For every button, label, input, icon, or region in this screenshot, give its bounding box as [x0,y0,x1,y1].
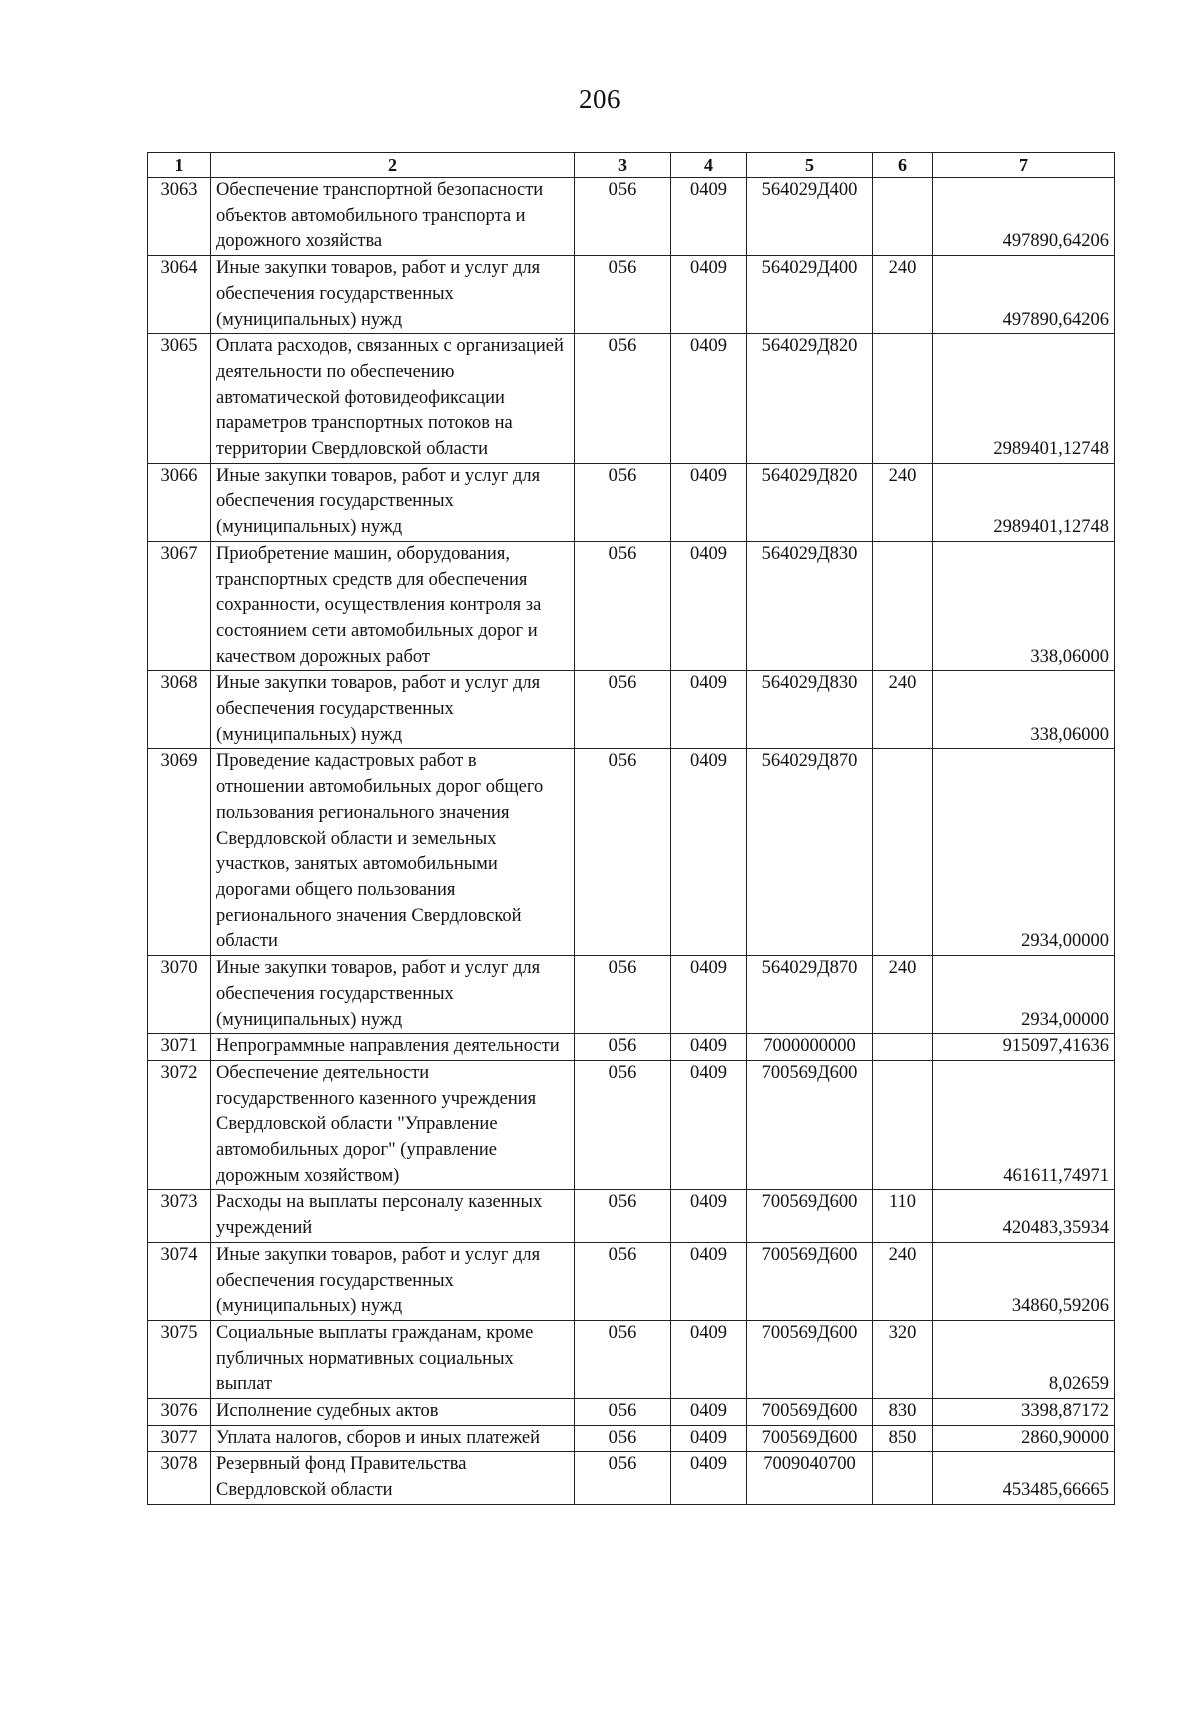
amount-cell: 3398,87172 [933,1399,1115,1426]
expense-description-cell: Иные закупки товаров, работ и услуг для обеспечения государственных (муниципальных) нужд [211,256,575,334]
target-article-code-cell: 700569Д600 [747,1242,873,1320]
row-number-cell: 3068 [148,671,211,749]
amount-cell: 453485,66665 [933,1452,1115,1504]
row-number-cell: 3064 [148,256,211,334]
amount-cell: 338,06000 [933,671,1115,749]
row-number-cell: 3066 [148,463,211,541]
expense-type-code-cell: 110 [873,1190,933,1242]
target-article-code-cell: 700569Д600 [747,1060,873,1190]
table-row [148,256,1115,334]
ministry-code-cell: 056 [575,671,671,749]
expense-type-code-cell: 240 [873,956,933,1034]
expense-type-code-cell: 240 [873,671,933,749]
amount-cell: 915097,41636 [933,1034,1115,1061]
column-header-5: 5 [747,153,873,178]
target-article-code-cell: 700569Д600 [747,1320,873,1398]
expense-description-cell: Непрограммные направления деятельности [211,1034,575,1061]
target-article-code-cell: 564029Д820 [747,334,873,464]
ministry-code-cell: 056 [575,956,671,1034]
row-number-cell: 3073 [148,1190,211,1242]
amount-cell: 2989401,12748 [933,463,1115,541]
target-article-code-cell: 700569Д600 [747,1399,873,1426]
ministry-code-cell: 056 [575,749,671,956]
ministry-code-cell: 056 [575,1452,671,1504]
row-number-cell: 3074 [148,1242,211,1320]
ministry-code-cell: 056 [575,334,671,464]
table-row [148,1190,1115,1242]
column-header-7: 7 [933,153,1115,178]
target-article-code-cell: 564029Д830 [747,541,873,671]
table-body [148,178,1115,1505]
ministry-code-cell: 056 [575,1034,671,1061]
table-row [148,463,1115,541]
table-row [148,956,1115,1034]
table-row [148,178,1115,256]
target-article-code-cell: 7000000000 [747,1034,873,1061]
row-number-cell: 3063 [148,178,211,256]
target-article-code-cell: 564029Д830 [747,671,873,749]
section-code-cell: 0409 [671,1320,747,1398]
section-code-cell: 0409 [671,1060,747,1190]
row-number-cell: 3075 [148,1320,211,1398]
section-code-cell: 0409 [671,1425,747,1452]
target-article-code-cell: 700569Д600 [747,1425,873,1452]
column-header-6: 6 [873,153,933,178]
table-row [148,334,1115,464]
expense-description-cell: Проведение кадастровых работ в отношении автомобильных дорог общего пользования регионального значения Свердловской области и земельных участков, занятых автомобильными дорогами общего пользования регионального значения Свердловской области [211,749,575,956]
expense-description-cell: Исполнение судебных актов [211,1399,575,1426]
expense-description-cell: Иные закупки товаров, работ и услуг для обеспечения государственных (муниципальных) нужд [211,1242,575,1320]
amount-cell: 2934,00000 [933,749,1115,956]
section-code-cell: 0409 [671,671,747,749]
section-code-cell: 0409 [671,1034,747,1061]
expense-type-code-cell: 240 [873,256,933,334]
expense-type-code-cell [873,178,933,256]
amount-cell: 2934,00000 [933,956,1115,1034]
expense-description-cell: Обеспечение транспортной безопасности объектов автомобильного транспорта и дорожного хозяйства [211,178,575,256]
table-row [148,749,1115,956]
expense-type-code-cell [873,1034,933,1061]
expense-type-code-cell: 240 [873,1242,933,1320]
section-code-cell: 0409 [671,334,747,464]
ministry-code-cell: 056 [575,1320,671,1398]
ministry-code-cell: 056 [575,1190,671,1242]
section-code-cell: 0409 [671,256,747,334]
section-code-cell: 0409 [671,1399,747,1426]
expense-type-code-cell: 240 [873,463,933,541]
expense-type-code-cell [873,1452,933,1504]
expense-type-code-cell [873,749,933,956]
amount-cell: 497890,64206 [933,256,1115,334]
column-header-1: 1 [148,153,211,178]
amount-cell: 420483,35934 [933,1190,1115,1242]
table-row [148,1425,1115,1452]
row-number-cell: 3076 [148,1399,211,1426]
expense-type-code-cell [873,541,933,671]
row-number-cell: 3071 [148,1034,211,1061]
page-number: 206 [579,84,621,114]
column-header-3: 3 [575,153,671,178]
table-row [148,1452,1115,1504]
target-article-code-cell: 564029Д400 [747,256,873,334]
ministry-code-cell: 056 [575,1425,671,1452]
ministry-code-cell: 056 [575,541,671,671]
expense-description-cell: Иные закупки товаров, работ и услуг для обеспечения государственных (муниципальных) нужд [211,463,575,541]
column-header-2: 2 [211,153,575,178]
section-code-cell: 0409 [671,463,747,541]
row-number-cell: 3072 [148,1060,211,1190]
amount-cell: 34860,59206 [933,1242,1115,1320]
amount-cell: 461611,74971 [933,1060,1115,1190]
target-article-code-cell: 564029Д870 [747,749,873,956]
table-row [148,1242,1115,1320]
target-article-code-cell: 564029Д870 [747,956,873,1034]
expense-type-code-cell [873,334,933,464]
target-article-code-cell: 7009040700 [747,1452,873,1504]
target-article-code-cell: 564029Д820 [747,463,873,541]
expense-type-code-cell: 320 [873,1320,933,1398]
expense-description-cell: Резервный фонд Правительства Свердловской области [211,1452,575,1504]
amount-cell: 338,06000 [933,541,1115,671]
ministry-code-cell: 056 [575,1399,671,1426]
target-article-code-cell: 700569Д600 [747,1190,873,1242]
row-number-cell: 3070 [148,956,211,1034]
table-row [148,1060,1115,1190]
amount-cell: 2989401,12748 [933,334,1115,464]
expense-type-code-cell: 850 [873,1425,933,1452]
table-row [148,1399,1115,1426]
section-code-cell: 0409 [671,1242,747,1320]
ministry-code-cell: 056 [575,463,671,541]
table-row [148,671,1115,749]
table-row [148,541,1115,671]
amount-cell: 2860,90000 [933,1425,1115,1452]
expense-description-cell: Социальные выплаты гражданам, кроме публичных нормативных социальных выплат [211,1320,575,1398]
expense-description-cell: Расходы на выплаты персоналу казенных учреждений [211,1190,575,1242]
row-number-cell: 3069 [148,749,211,956]
column-header-4: 4 [671,153,747,178]
expense-description-cell: Иные закупки товаров, работ и услуг для обеспечения государственных (муниципальных) нужд [211,956,575,1034]
ministry-code-cell: 056 [575,1242,671,1320]
expense-description-cell: Уплата налогов, сборов и иных платежей [211,1425,575,1452]
target-article-code-cell: 564029Д400 [747,178,873,256]
section-code-cell: 0409 [671,1452,747,1504]
ministry-code-cell: 056 [575,256,671,334]
amount-cell: 8,02659 [933,1320,1115,1398]
expense-type-code-cell: 830 [873,1399,933,1426]
row-number-cell: 3078 [148,1452,211,1504]
expense-description-cell: Иные закупки товаров, работ и услуг для обеспечения государственных (муниципальных) нужд [211,671,575,749]
row-number-cell: 3065 [148,334,211,464]
ministry-code-cell: 056 [575,1060,671,1190]
expense-type-code-cell [873,1060,933,1190]
row-number-cell: 3067 [148,541,211,671]
section-code-cell: 0409 [671,956,747,1034]
section-code-cell: 0409 [671,541,747,671]
expense-description-cell: Обеспечение деятельности государственного казенного учреждения Свердловской области "Управление автомобильных дорог" (управление дорожным хозяйством) [211,1060,575,1190]
section-code-cell: 0409 [671,1190,747,1242]
section-code-cell: 0409 [671,749,747,956]
table-header-row [148,153,1115,178]
ministry-code-cell: 056 [575,178,671,256]
expense-description-cell: Приобретение машин, оборудования, транспортных средств для обеспечения сохранности, осуществления контроля за состоянием сети автомобильных дорог и качеством дорожных работ [211,541,575,671]
table-row [148,1034,1115,1061]
amount-cell: 497890,64206 [933,178,1115,256]
row-number-cell: 3077 [148,1425,211,1452]
table-row [148,1320,1115,1398]
section-code-cell: 0409 [671,178,747,256]
budget-table [147,152,1115,1505]
expense-description-cell: Оплата расходов, связанных с организацией деятельности по обеспечению автоматической фотовидеофиксации параметров транспортных потоков на территории Свердловской области [211,334,575,464]
